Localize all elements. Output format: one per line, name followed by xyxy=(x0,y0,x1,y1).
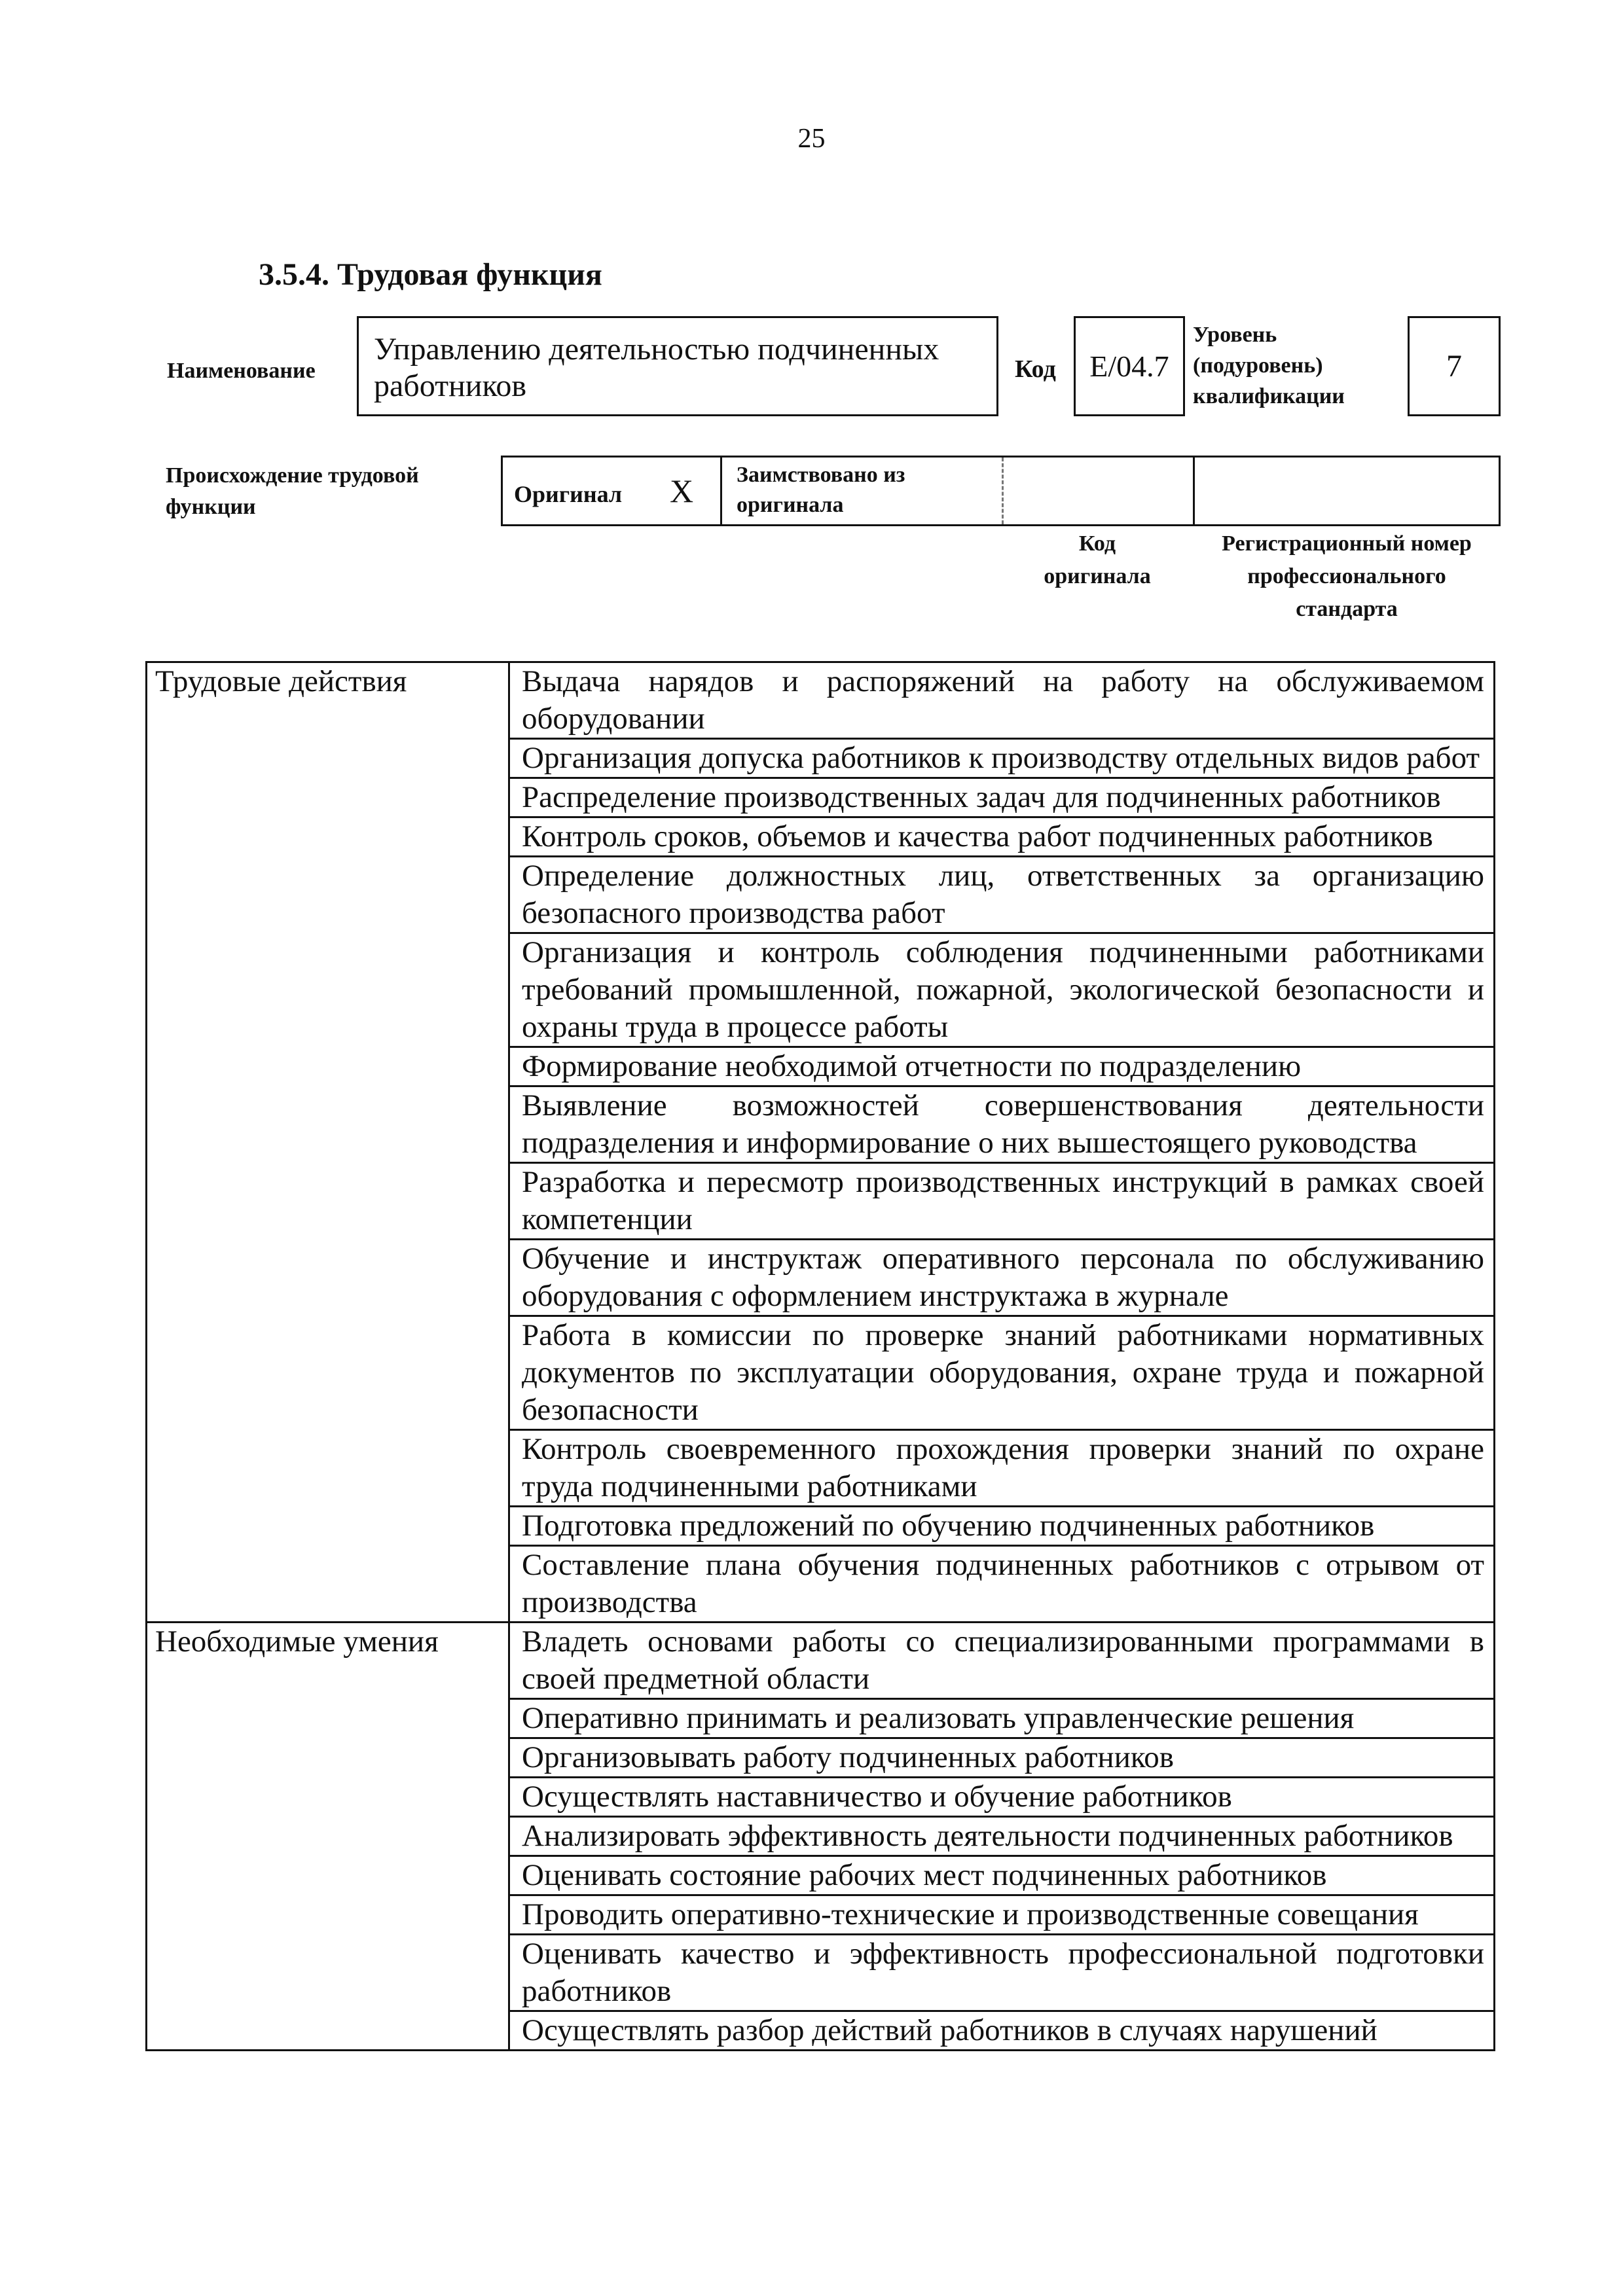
table-row xyxy=(147,662,1495,739)
reg-number-cell xyxy=(1195,457,1499,524)
original-label: Оригинал xyxy=(514,481,623,507)
item-cell: Владеть основами работы со специализированными программами в своей предметной области xyxy=(509,1623,1495,1699)
item-cell: Анализировать эффективность деятельности подчиненных работников xyxy=(509,1817,1495,1856)
page-number: 25 xyxy=(797,124,826,154)
item-cell: Выдача нарядов и распоряжений на работу на обслуживаемом оборудовании xyxy=(509,662,1495,739)
code-original-caption-line1: Код xyxy=(1078,531,1116,556)
item-cell: Оперативно принимать и реализовать управленческие решения xyxy=(509,1699,1495,1738)
section-title: 3.5.4. Трудовая функция xyxy=(259,257,602,292)
item-cell: Осуществлять разбор действий работников в случаях нарушений xyxy=(509,2011,1495,2051)
item-cell: Организовывать работу подчиненных работников xyxy=(509,1738,1495,1778)
borrowed-label-line2: оригинала xyxy=(737,493,844,517)
item-cell: Определение должностных лиц, ответственных за организацию безопасного производства работ xyxy=(509,857,1495,933)
reg-number-caption-line1: Регистрационный номер xyxy=(1222,531,1472,556)
item-cell: Составление плана обучения подчиненных работников с отрывом от производства xyxy=(509,1546,1495,1623)
item-cell: Организация и контроль соблюдения подчиненными работниками требований промышленной, пожарной, экологической безопасности и охраны труда в процессе работы xyxy=(509,933,1495,1047)
borrowed-label-line1: Заимствовано из xyxy=(737,463,905,487)
borrowed-cell xyxy=(722,457,1004,524)
function-code-field: E/04.7 xyxy=(1074,316,1185,416)
reg-number-caption-line2: профессионального xyxy=(1247,564,1446,588)
category-cell: Необходимые умения xyxy=(147,1623,509,2051)
item-cell: Разработка и пересмотр производственных инструкций в рамках своей компетенции xyxy=(509,1163,1495,1240)
item-cell: Оценивать качество и эффективность профессиональной подготовки работников xyxy=(509,1935,1495,2011)
item-cell: Выявление возможностей совершенствования деятельности подразделения и информирование о них вышестоящего руководства xyxy=(509,1086,1495,1163)
level-label-line1: Уровень xyxy=(1193,323,1277,347)
level-label-line3: квалификации xyxy=(1193,384,1345,408)
item-cell: Подготовка предложений по обучению подчиненных работников xyxy=(509,1507,1495,1546)
category-cell: Трудовые действия xyxy=(147,662,509,1623)
item-cell: Осуществлять наставничество и обучение работников xyxy=(509,1778,1495,1817)
function-name-field: Управлению деятельностью подчиненных работников xyxy=(357,316,998,416)
origin-label xyxy=(166,460,419,523)
item-cell: Работа в комиссии по проверке знаний работниками нормативных документов по эксплуатации оборудования, охране труда и пожарной безопасности xyxy=(509,1316,1495,1430)
original-cell xyxy=(503,457,722,524)
item-cell: Контроль своевременного прохождения проверки знаний по охране труда подчиненными работниками xyxy=(509,1430,1495,1507)
code-original-caption-line2: оригинала xyxy=(1044,564,1151,588)
function-table-body xyxy=(147,662,1495,2051)
reg-number-caption xyxy=(1193,528,1501,626)
reg-number-caption-line3: стандарта xyxy=(1296,597,1398,621)
level-label-line2: (подуровень) xyxy=(1193,353,1323,378)
function-table xyxy=(145,661,1495,2051)
code-label: Код xyxy=(1015,355,1056,383)
origin-label-line2: функции xyxy=(166,495,256,519)
item-cell: Проводить оперативно-технические и производственные совещания xyxy=(509,1895,1495,1935)
item-cell: Распределение производственных задач для подчиненных работников xyxy=(509,778,1495,817)
name-label: Наименование xyxy=(167,359,316,383)
item-cell: Контроль сроков, объемов и качества работ подчиненных работников xyxy=(509,817,1495,857)
item-cell: Формирование необходимой отчетности по подразделению xyxy=(509,1047,1495,1086)
table-row xyxy=(147,1623,1495,1699)
item-cell: Организация допуска работников к производству отдельных видов работ xyxy=(509,739,1495,778)
qualification-level-field: 7 xyxy=(1408,316,1501,416)
item-cell: Оценивать состояние рабочих мест подчиненных работников xyxy=(509,1856,1495,1895)
original-code-cell xyxy=(1004,457,1195,524)
level-label xyxy=(1193,319,1345,412)
origin-row xyxy=(501,456,1501,526)
code-original-caption xyxy=(1002,528,1193,593)
original-mark: X xyxy=(670,473,694,509)
origin-label-line1: Происхождение трудовой xyxy=(166,463,419,488)
item-cell: Обучение и инструктаж оперативного персонала по обслуживанию оборудования с оформлением инструктажа в журнале xyxy=(509,1240,1495,1316)
borrowed-label xyxy=(737,460,905,520)
